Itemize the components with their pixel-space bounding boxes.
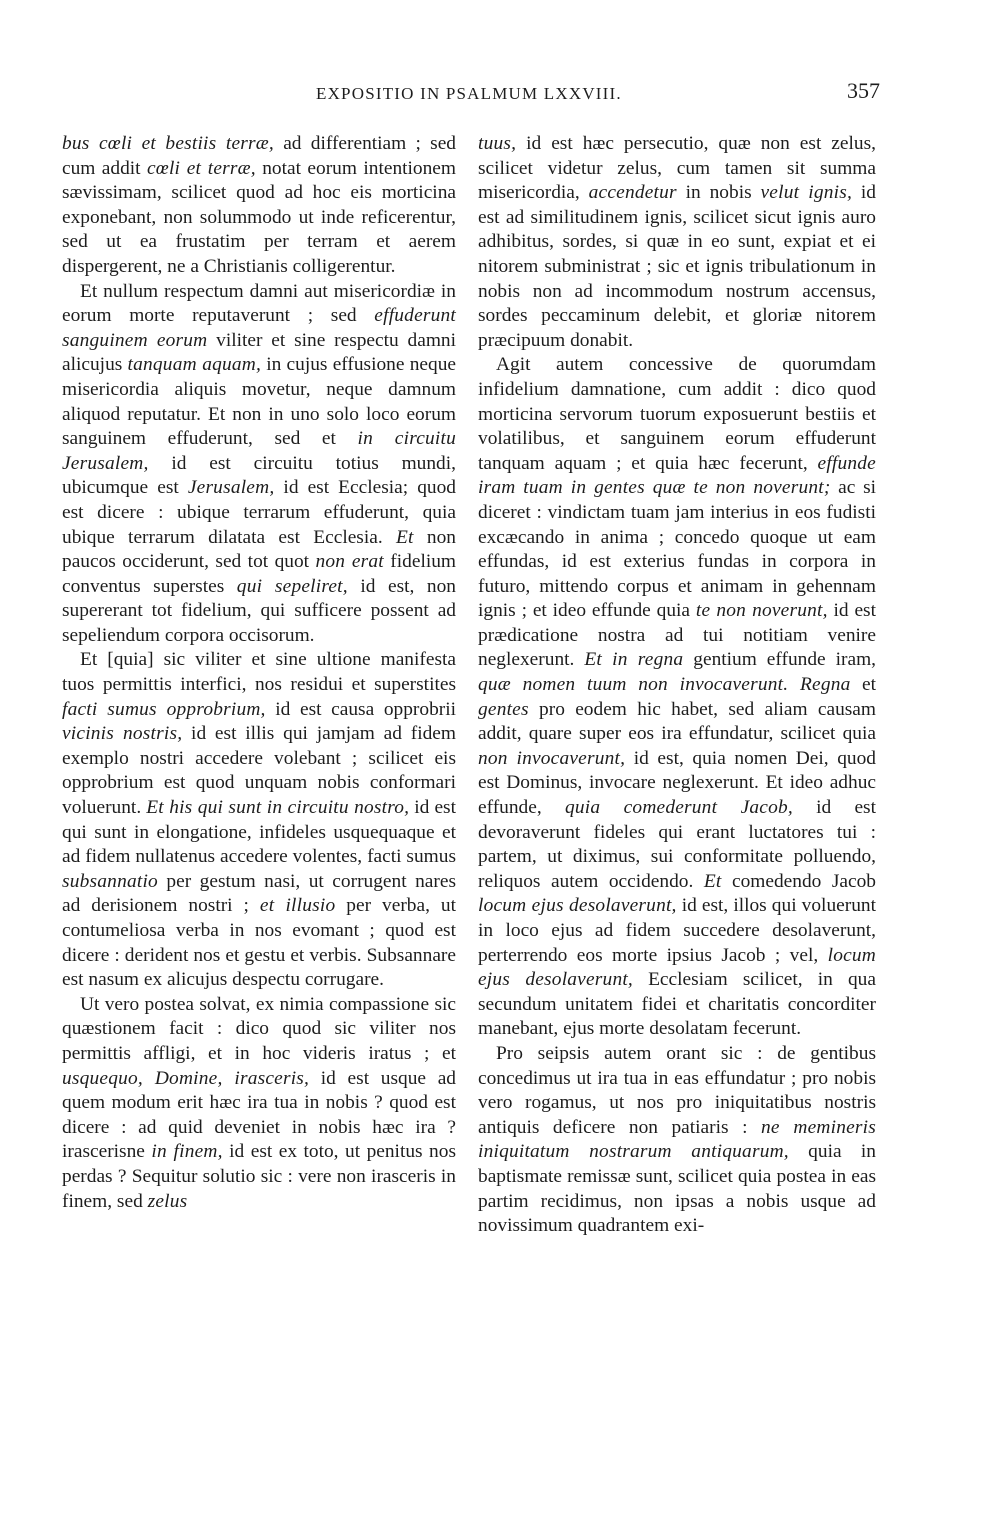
italic-run: tuus, xyxy=(478,133,517,154)
right-text-column xyxy=(478,132,876,1239)
text-run: et xyxy=(850,674,876,696)
text-run: quia in baptismate remissæ sunt, scilicet quia postea in eas partim recidimus, non ipsas a nobis usque ad novissimum quadrantem exi- xyxy=(478,1141,876,1237)
text-run: in cujus effusione neque misericordia aliquis movetur, neque damnum aliquod reputatur. Et non in uno solo loco eorum sanguinem effuderunt, sed et xyxy=(62,354,456,450)
italic-run: bus cœli et bestiis terræ, xyxy=(62,133,274,154)
text-run: per verba, ut contumeliosa verba in nos evomant ; quod est dicere : derident nos et gestu et verbis. Subsannare est nasum ex alicujus despectu corrugare. xyxy=(62,895,456,991)
text-run: non paucos occiderunt, sed tot quot xyxy=(62,526,456,573)
text-run: Pro seipsis autem orant sic : de gentibus concedimus ut ira tua in eas effundatur ; pro nobis vero rogamus, ut nos pro iniquitatibus nostris antiquis deficere non patiaris : xyxy=(478,1042,876,1138)
italic-run: qui sepeliret, xyxy=(236,575,348,597)
text-run: id est, non supererant tot fidelium, qui sufficere possent ad sepeliendum corpora occisorum. xyxy=(62,575,456,646)
italic-run: effuderunt sanguinem eorum xyxy=(62,305,456,351)
italic-run: facti sumus opprobrium, xyxy=(62,698,266,720)
paragraph xyxy=(62,132,456,280)
paragraph xyxy=(478,1042,876,1239)
paragraph xyxy=(62,648,456,992)
italic-run: Et his qui sunt in circuitu nostro, xyxy=(146,797,410,819)
italic-run: et illusio xyxy=(259,895,336,917)
text-run: Ecclesiam scilicet, in qua secundum unitatem fidei et charitatis concorditer manebant, ejus morte desolatam fecerunt. xyxy=(478,969,876,1040)
text-run: pro eodem hic habet, sed aliam causam addit, quare super eos ira effundatur, scilicet quia xyxy=(478,698,876,745)
italic-run: in circuitu Jerusalem, xyxy=(62,428,456,474)
italic-run: locum ejus desolaverunt, xyxy=(478,895,677,917)
text-run: gentium effunde iram, xyxy=(683,649,876,671)
text-run: Et nullum respectum damni aut misericordiæ in eorum morte reputaverunt ; sed xyxy=(62,280,456,327)
italic-run: ne memineris iniquitatum nostrarum antiquarum, xyxy=(478,1116,876,1163)
text-run: id est usque ad quem modum erit hæc ira tua in nobis ? quod est dicere : ad quid deveniet in nobis hæc ira ? irascerisne xyxy=(62,1067,456,1163)
italic-run: effunde iram tuam in gentes quæ te non noverunt; xyxy=(478,452,876,499)
paragraph xyxy=(478,132,876,353)
italic-run: Et in regna xyxy=(584,649,684,671)
text-run: id est causa opprobrii xyxy=(265,698,456,720)
italic-run: velut ignis, xyxy=(760,182,853,204)
text-run: comedendo Jacob xyxy=(721,870,876,892)
text-run: in nobis xyxy=(676,182,761,204)
text-run: id est ex toto, ut penitus nos perdas ? Sequitur solutio sic : vere non irasceris in finem, sed xyxy=(62,1141,456,1212)
paragraph xyxy=(62,280,456,649)
paragraph xyxy=(478,353,876,1042)
page-header xyxy=(0,78,1000,118)
text-run: id est prædicatione nostra ad tui notitiam venire neglexerunt. xyxy=(478,600,876,671)
left-text-column xyxy=(62,132,456,1214)
text-run: viliter et sine respectu damni alicujus xyxy=(62,329,456,376)
italic-run: Jerusalem, xyxy=(187,477,275,499)
italic-run: gentes xyxy=(478,698,529,720)
text-run: Agit autem concessive de quorumdam infidelium damnatione, cum addit : dico quod morticina servorum tuorum exposuerunt bestiis et volatilibus, et sanguinem eorum effuderunt tanquam aquam ; et quia hæc fecerunt, xyxy=(478,354,876,474)
italic-run: in finem, xyxy=(151,1141,223,1163)
text-run: id est illis qui jamjam ad fidem exemplo nostri accedere volebant ; scilicet eis opprobrium est quod unquam nobis conformari voluerunt. xyxy=(62,723,456,819)
text-run: id est qui sunt in elongatione, infideles usquequaque et ad fidem nullatenus accedere volentes, facti sumus xyxy=(62,797,456,868)
text-run: Et [quia] sic viliter et sine ultione manifesta tuos permittis interfici, nos residui et superstites xyxy=(62,649,456,696)
italic-run: Et xyxy=(395,526,414,548)
italic-run: non erat xyxy=(315,551,384,573)
text-run: id est Ecclesia; quod est dicere : ubique terrarum effuderunt, quia ubique terrarum dilatata est Ecclesia. xyxy=(62,477,456,548)
italic-run: zelus xyxy=(147,1190,188,1212)
italic-run: locum ejus desolaverunt, xyxy=(478,944,876,991)
italic-run: non invocaverunt, xyxy=(478,747,626,769)
text-run: fidelium conventus superstes xyxy=(62,551,456,597)
italic-run: quia comederunt Jacob, xyxy=(564,797,793,819)
italic-run: vicinis nostris, xyxy=(62,723,183,745)
paragraph xyxy=(62,993,456,1214)
text-run: id est, quia nomen Dei, quod est Dominus, invocare neglexerunt. Et ideo adhuc effunde, xyxy=(478,747,876,819)
italic-run: quæ nomen tuum non invocaverunt. Regna xyxy=(478,674,851,696)
text-run: id est devoraverunt fideles qui erant luctatores tui : partem, ut diximus, sui conformitate polluendo, reliquos autem occidendo. xyxy=(478,797,876,892)
italic-run: cœli et terræ, xyxy=(147,157,256,179)
italic-run: te non noverunt, xyxy=(695,600,828,622)
italic-run: Et xyxy=(703,870,722,892)
text-run: id est hæc persecutio, quæ non est zelus, scilicet videtur zelus, cum tamen sit summa misericordia, xyxy=(478,133,876,204)
text-run: id est circuitu totius mundi, ubicumque est xyxy=(62,452,456,499)
italic-run: accendetur xyxy=(588,182,677,204)
italic-run: usquequo, Domine, irasceris, xyxy=(62,1067,310,1089)
text-run: Ut vero postea solvat, ex nimia compassione sic quæstionem facit : dico quod sic viliter nos permittis affligi, et in hoc videris iratus ; et xyxy=(62,993,456,1064)
italic-run: tanquam aquam, xyxy=(127,354,262,376)
italic-run: subsannatio xyxy=(62,870,158,892)
text-run: ac si diceret : vindictam tuam jam interius in eos fudisti excæcando in anima ; concedo quoque ut eam effundas, id est exterius fundas in corpora in futuro, mittendo corpus et animam in gehennam ignis ; et ideo effunde quia xyxy=(478,477,876,622)
text-run: ad differentiam ; sed cum addit xyxy=(62,133,457,179)
page-number: 357 xyxy=(847,78,880,103)
text-run: notat eorum intentionem sævissimam, scilicet quod ad hoc eis morticina exponebant, non solummodo ut inde reficerentur, sed ut ea frustatim per terram et aerem dispergerent, ne a Christianis colligerentur. xyxy=(62,157,456,277)
running-title: EXPOSITIO IN PSALMUM LXXVIII. xyxy=(316,84,622,103)
text-run: id est ad similitudinem ignis, scilicet sicut ignis auro adhibitus, sordes, si quæ in eo sunt, expiat et ei nitorem subministrat ; sic et ignis tribulationum in nobis non ad incommodum nostrum accensus, sordes peccaminum delebit, et gloriæ nitorem præcipuum donabit. xyxy=(478,182,876,351)
text-run: per gestum nasi, ut corrugent nares ad derisionem nostri ; xyxy=(62,870,456,917)
text-run: id est, illos qui voluerunt in loco ejus ad fidem succedere desolaverunt, perterrendo eos morte ipsius Jacob ; vel, xyxy=(478,895,876,966)
